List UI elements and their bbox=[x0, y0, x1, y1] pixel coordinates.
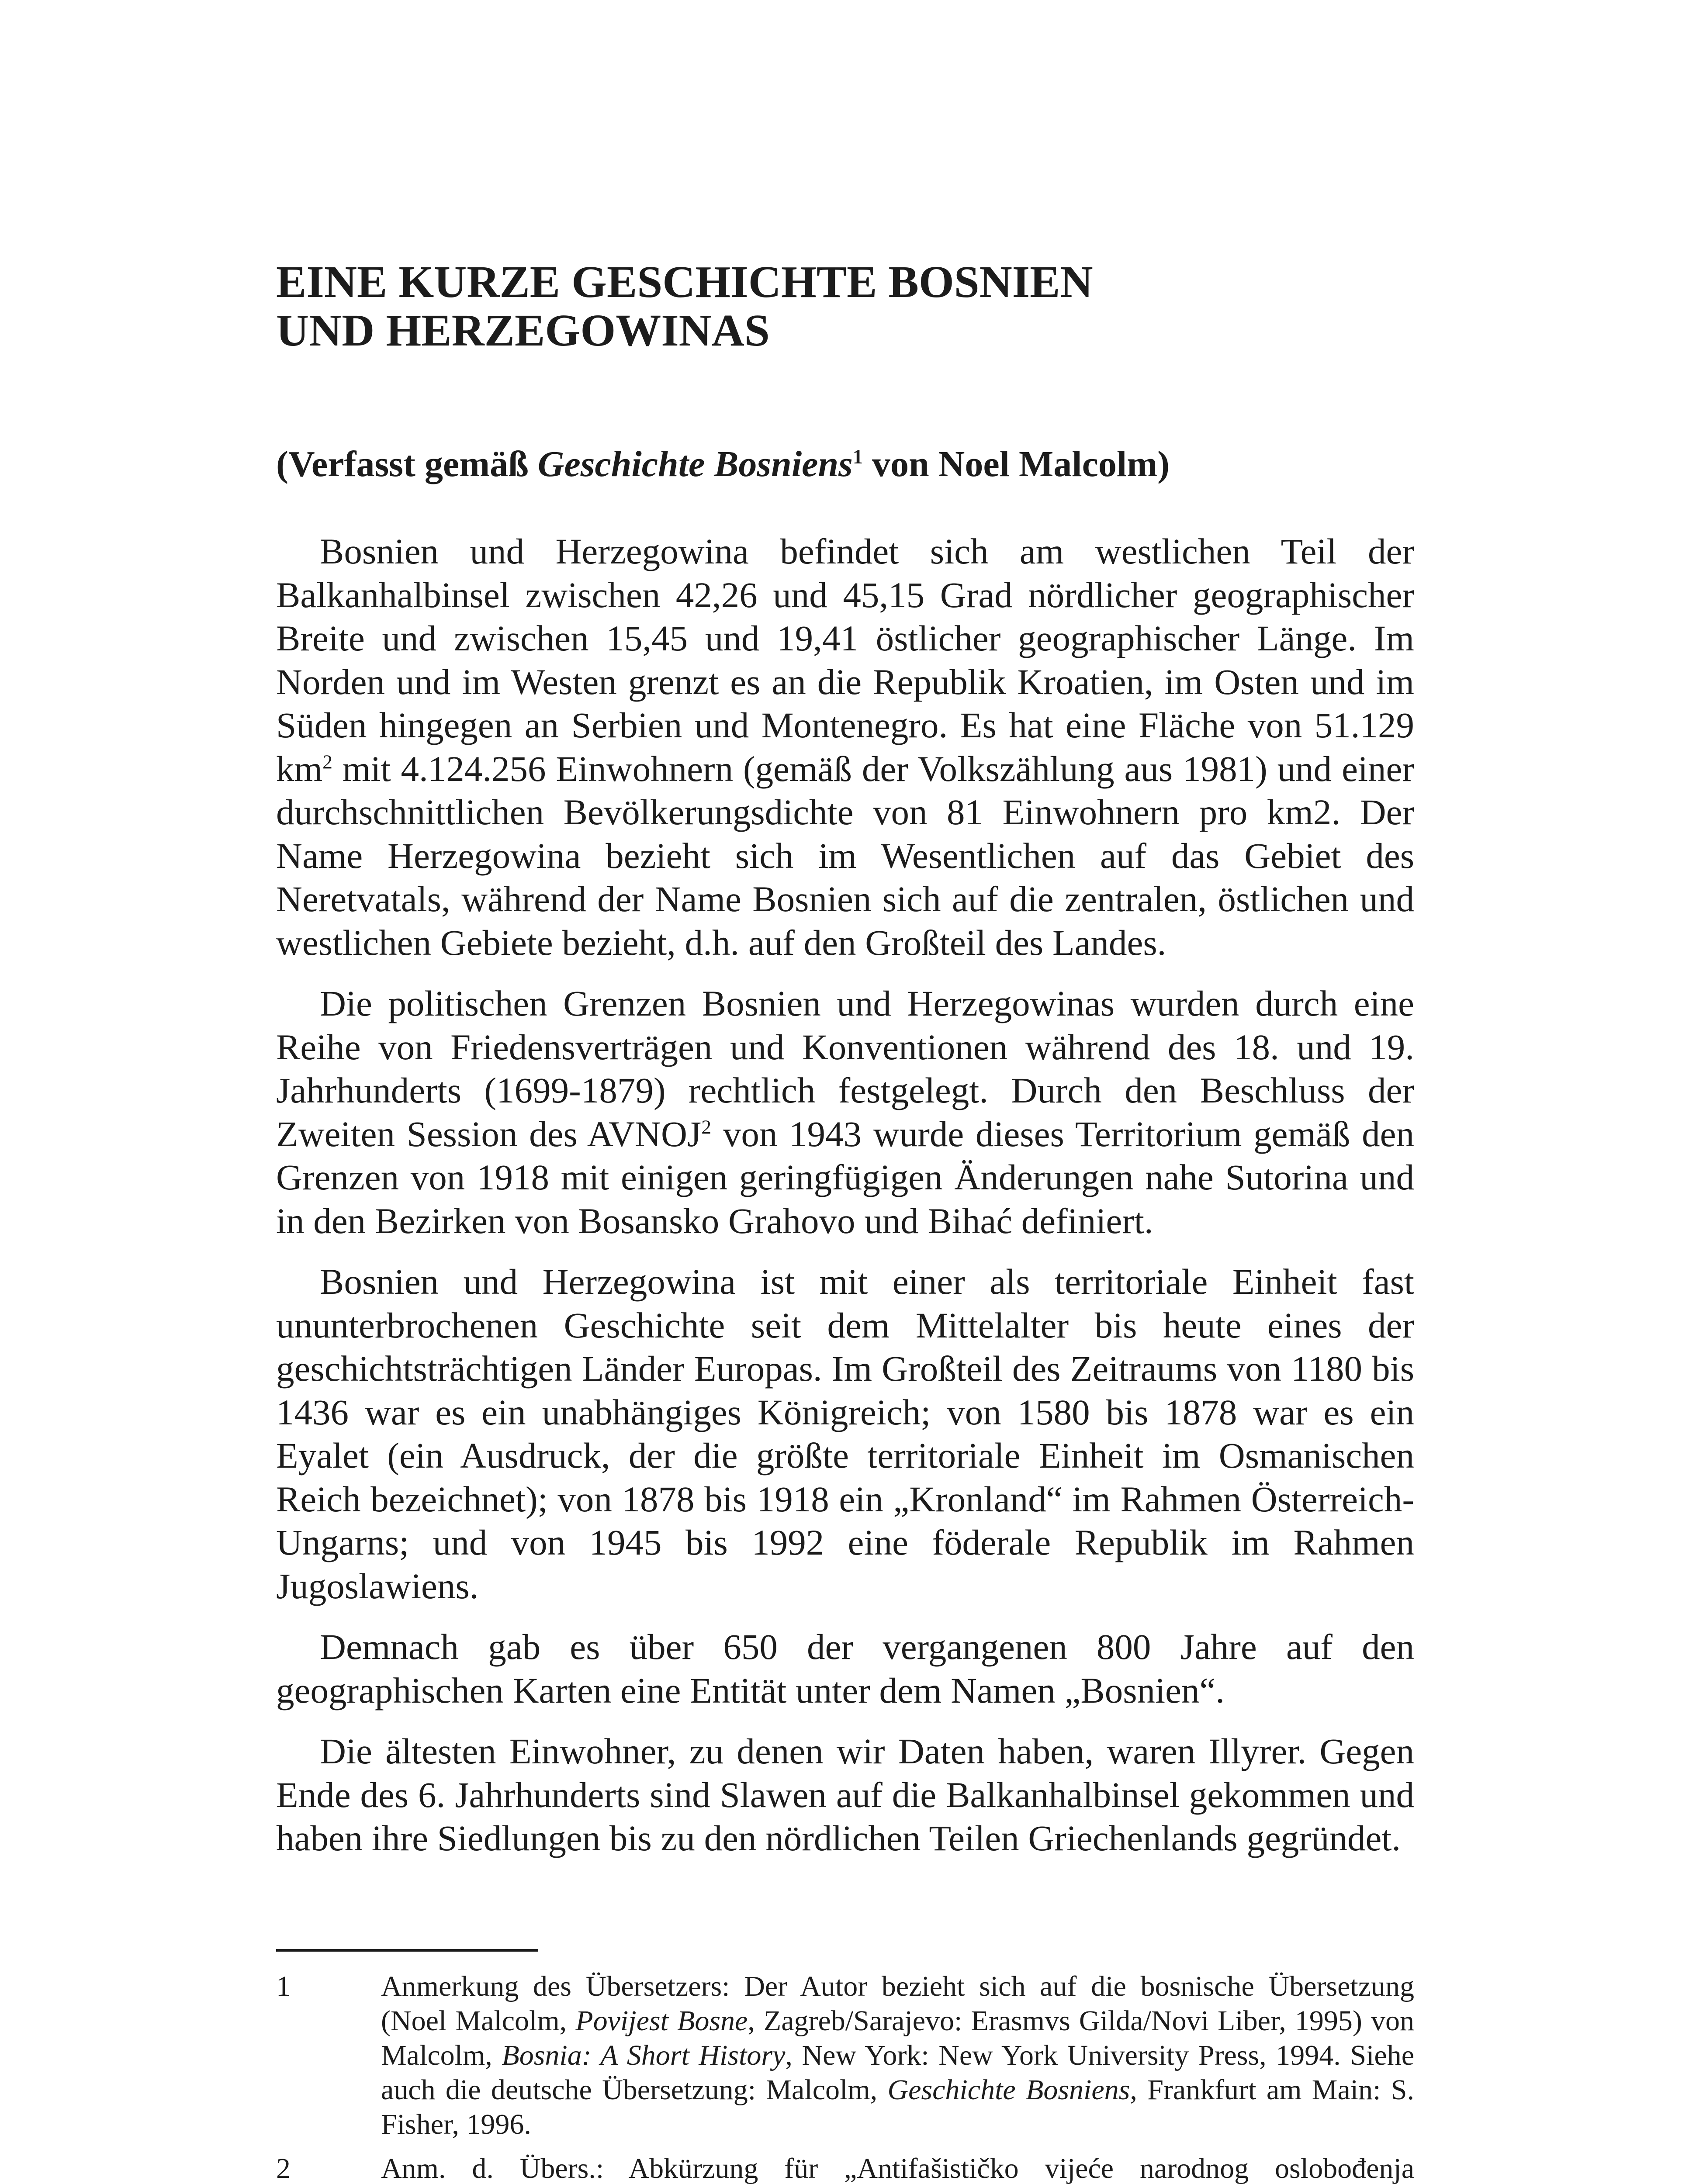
footnote-text-part: , Frankfurt am Main: S. Fisher, 1996. bbox=[381, 2074, 1414, 2140]
subtitle-book-title: Geschichte Bosniens bbox=[537, 443, 853, 484]
chapter-title-line-2: UND HERZEGOWINAS bbox=[276, 305, 770, 356]
chapter-subtitle bbox=[276, 442, 1414, 487]
footnote-book-title: Povijest Bosne bbox=[575, 2005, 748, 2037]
footnote-2 bbox=[276, 2151, 1414, 2184]
paragraph-borders bbox=[276, 982, 1414, 1243]
footnote-number: 1 bbox=[276, 1970, 291, 2002]
footnote-text-part: Anmerkung des Übersetzers: Der Autor bezieht sich auf die bosnische Übersetzung (Noel Malcolm, bbox=[381, 1970, 1414, 2037]
paragraph-text: Die politischen Grenzen Bosnien und Herzegowinas wurden durch eine Reihe von Friedensverträgen und Konventionen während des 18. und 19. Jahrhunderts (1699-1879) rechtlich festgelegt. Durch den Beschluss der Zweiten Session des AVNOJ bbox=[276, 983, 1414, 1154]
footnote-1 bbox=[276, 1969, 1414, 2142]
footnote-text bbox=[381, 1969, 1414, 2142]
footnote-book-title: Bosnia: A Short History bbox=[502, 2039, 786, 2071]
subtitle-suffix: von Noel Malcolm) bbox=[862, 443, 1170, 484]
body-text bbox=[276, 530, 1414, 1860]
footnotes bbox=[276, 1969, 1414, 2184]
paragraph-entity: Demnach gab es über 650 der vergangenen 800 Jahre auf den geographischen Karten eine Entität unter dem Namen „Bosnien“. bbox=[276, 1627, 1414, 1711]
footnote-text-part: , New York: New York University Press, 1994. Siehe auch die deutsche Übersetzung: Malcolm, bbox=[381, 2039, 1414, 2106]
main-content bbox=[276, 258, 1414, 1878]
chapter-title-line-1: EINE KURZE GESCHICHTE BOSNIEN bbox=[276, 257, 1093, 307]
chapter-title bbox=[276, 258, 1414, 355]
paragraph-inhabitants: Die ältesten Einwohner, zu denen wir Daten haben, waren Illyrer. Gegen Ende des 6. Jahrhunderts sind Slawen auf die Balkanhalbinsel gekommen und haben ihre Siedlungen bis zu den nördlichen Teilen Griechenlands gegründet. bbox=[276, 1731, 1414, 1859]
superscript: 2 bbox=[322, 750, 332, 773]
paragraph-text: von 1943 wurde dieses Territorium gemäß den Grenzen von 1918 mit einigen geringfügigen Änderungen nahe Sutorina und in den Bezirken von Bosansko Grahovo und Bihać definiert. bbox=[276, 1113, 1414, 1241]
footnote-text-part: , Zagreb/Sarajevo: Erasmvs Gilda/Novi Liber, 1995) von Malcolm, bbox=[381, 2005, 1414, 2071]
footnote-separator bbox=[276, 1949, 538, 1952]
footnote-number: 2 bbox=[276, 2153, 291, 2184]
footnote-book-title: Geschichte Bosniens bbox=[887, 2074, 1130, 2106]
paragraph-geography bbox=[276, 530, 1414, 964]
paragraph-text: mit 4.124.256 Einwohnern (gemäß der Volkszählung aus 1981) und einer durchschnittlichen Bevölkerungsdichte von 81 Einwohnern pro km2. Der Name Herzegowina bezieht sich im Wesentlichen auf das Gebiet des Neretvatals, während der Name Bosnien sich auf die zentralen, östlichen und westlichen Gebiete bezieht, d.h. auf den Großteil des Landes. bbox=[276, 748, 1414, 963]
footnote-ref-1: 1 bbox=[852, 445, 863, 468]
paragraph-history: Bosnien und Herzegowina ist mit einer als territoriale Einheit fast ununterbrochenen Geschichte seit dem Mittelalter bis heute eines der geschichtsträchtigen Länder Europas. Im Großteil des Zeitraums von 1180 bis 1436 war es ein unabhängiges Königreich; von 1580 bis 1878 war es ein Eyalet (ein Ausdruck, der die größte territoriale Einheit im Osmanischen Reich bezeichnet); von 1878 bis 1918 ein „Kronland“ im Rahmen Österreich-Ungarns; und von 1945 bis 1992 eine föderale Republik im Rahmen Jugoslawiens. bbox=[276, 1261, 1414, 1606]
footnote-text: Anm. d. Übers.: Abkürzung für „Antifašističko vijeće narodnog oslobođenja bbox=[381, 2153, 1414, 2184]
footnote-ref-2: 2 bbox=[701, 1116, 712, 1138]
paragraph-text: Bosnien und Herzegowina befindet sich am westlichen Teil der Balkanhalbinsel zwischen 42,26 und 45,15 Grad nördlicher geographischer Breite und zwischen 15,45 und 19,41 östlicher geographischer Länge. Im Norden und im Westen grenzt es an die Republik Kroatien, im Osten und im Süden hingegen an Serbien und Montenegro. Es hat eine Fläche von 51.129 km bbox=[276, 531, 1414, 789]
subtitle-prefix: (Verfasst gemäß bbox=[276, 443, 538, 484]
